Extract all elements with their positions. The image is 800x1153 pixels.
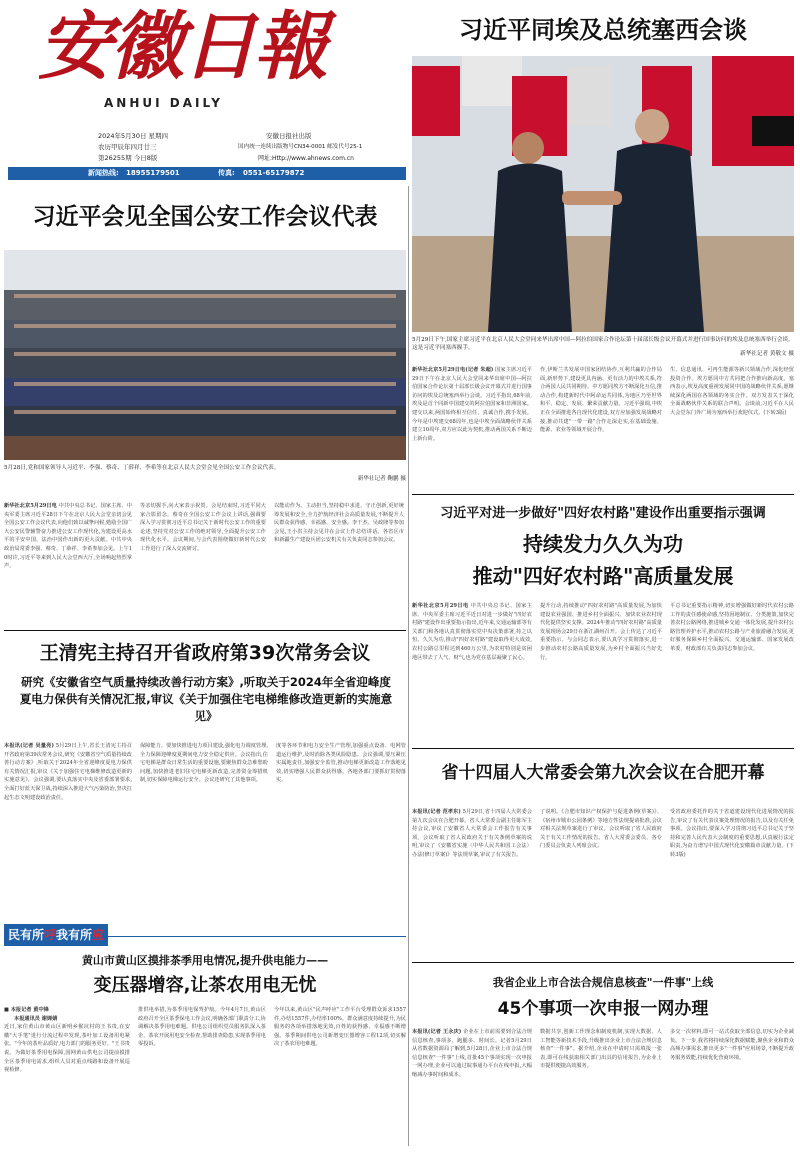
wang-column-2: 保障能力。要加快推进电力项目建设,强化电力调度管理,全力保障迎峰度夏期间电力安全稳定供应。会议指出,住宅电梯是群众日常生活的重要设施,要聚焦群众急难愁盼问题,加快推进老旧住宅电梯更新改造,完善资金筹措机制,切实保障电梯运行安全。会议还研究了其他事项。: [140, 743, 268, 784]
police-dateline: 新华社北京5月29日电: [4, 503, 57, 509]
egypt-photo-graphic: [412, 56, 794, 332]
police-credit: 新华社记者 鞠鹏 摄: [357, 476, 406, 482]
npc-column-2: 了说明。《合肥市知识产权保护与促进条例(草案)》、《宿州市城市公园条例》等地方性法规提请批准,会议对相关法规草案进行了审议。会议听取了省人民政府关于有关工作情况的报告。省人大常委会委员、各专门委员会负责人列席会议。: [540, 809, 662, 850]
npc-top-rule: [412, 748, 794, 749]
roads-headline-main-2: 推动"四好农村路"高质量发展: [472, 564, 734, 588]
section-label-c: 我有所: [56, 928, 93, 942]
egypt-photo: [412, 56, 794, 332]
huangshan-body-1: 近日,家住黄山市黄山区新明乡猴坑村的王书贵,在安徽"大手笔"进行分流过程中发现,茶叶加工设备用电紧张。"今年的茶叶品质好,电力部门的服务更好。"王书贵说。为做好茶季用电保障,国网黄山供电公司提前摸排全区茶季用电需求,组织人员对重点线路和设备开展巡视检修。: [4, 1024, 130, 1074]
hotline-label: 新闻热线:: [88, 169, 119, 177]
roads-story: [412, 492, 794, 742]
enterprise-column-2: 数据共享,创新工作理念和制度机制,实现大数据、人工智能等新技术手段,升级推出企业上市合法合规信息核查"一件事"。据介绍,企业在申请时只需填报一张表,即可在线获取相关部门出具的信用报告,为企业上市提供便捷高效服务。: [540, 1029, 662, 1070]
hotline-bar: [8, 167, 406, 180]
column-divider: [408, 186, 409, 1146]
roads-column-3: 平总书记重要指示精神,切实增强做好新时代农村公路工作的责任感使命感,坚持因地制宜、分类施策,加快完善农村公路网络,推进城乡交通一体化发展,提升农村公路管理养护水平,推动农村公路与产业旅游融合发展,更好服务保障乡村全面振兴。交通运输部、国家发展改革委、财政部有关负责同志参加会议。: [670, 603, 794, 652]
wang-column-1: [4, 742, 132, 918]
huangshan-column-3: 今年以来,黄山区"民声呼应"工作平台受理群众诉求1557件,办结1557件,办结率100%。群众满意度持续提升,为民服务的各项举措落地见效,百姓的获得感、幸福感不断增强。茶季期间供电公司新增变压器增容工程12项,切实解决了茶农用电难题。: [274, 1007, 406, 1048]
police-story: [4, 186, 406, 511]
egypt-dateline: 新华社北京5月29日电: [412, 367, 466, 373]
roads-column-1: [412, 602, 532, 738]
publication-codes: 国内统一连续出版物号CN34-0001 邮发代号25-1: [238, 144, 363, 150]
section-label-d: 应: [92, 928, 105, 942]
enterprise-column-1: [412, 1028, 532, 1148]
egypt-caption: 5月29日下午,国家主席习近平在北京人民大会堂同来华出席中国—阿拉伯国家合作论坛第十届部长级会议开幕式并进行国事访问的埃及总统塞西举行会谈。这是习近平同塞西握手。: [412, 337, 794, 351]
issue-date: 2024年5月30日 星期四: [98, 132, 169, 140]
wang-story: [4, 630, 406, 920]
section-banner-rule: [108, 936, 406, 937]
huangshan-headline-top: 黄山市黄山区摸排茶季用电情况,提升供电能力——: [81, 954, 329, 967]
egypt-body-1: 国家主席习近平29日下午在北京人民大会堂同来华出席中国—阿拉伯国家合作论坛第十届部长级会议开幕式并进行国事访问的埃及总统塞西举行会谈。习近平指出,68年前,埃及是首个同新中国建交的阿拉伯国家和非洲国家。建交以来,两国始终相互信任、真诚合作,携手发展。今年是中埃建交68周年,也是中埃全面战略伙伴关系建立10周年,双方应以此为契机,推动两国关系不断迈上新台阶。: [412, 367, 532, 442]
masthead-pinyin: ANHUI DAILY: [104, 96, 223, 110]
npc-dateline: 本报讯(记者 范孝东): [412, 809, 461, 815]
wang-body-1: 5月29日上午,省长王清宪主持召开省政府第39次常务会议,研究《安徽省空气质量持续改善行动方案》,听取关于2024年全省迎峰度夏电力保供有关情况汇报,审议《关于加强住宅电梯维修改造更新的实施意见》。会议强调,要认真落实中央及省委部署要求,全面打好蓝天保卫战,持续深入推进大气污染防治,坚决扛起生态文明建设政治责任。: [4, 743, 132, 801]
egypt-headline: 习近平同埃及总统塞西会谈: [459, 16, 747, 44]
enterprise-story: [412, 962, 794, 1150]
wang-dateline: 本报讯(记者 吴量亮): [4, 743, 54, 749]
section-label-a: 民有所: [8, 928, 45, 942]
roads-headline-top: 习近平对进一步做好"四好农村路"建设作出重要指示强调: [440, 506, 766, 521]
roads-body-1: 中共中央总书记、国家主席、中央军委主席习近平近日对进一步做好"四好农村路"建设作出重要指示指出,近年来,交通运输部等有关部门和各地认真贯彻落实党中央决策部署,持之以恒、久久为功,推动"四好农村路"建设取得更大成效,农村公路总里程达到460万公里,为农村特别是贫困地区带去了人气、财气,也为党在基层凝聚了民心。: [412, 603, 532, 661]
enterprise-body-1: 企业在上市前需要到合法合规信息核查,事项多、跑腿多、时间长。记者5月29日从省数据资源局了解到,5月28日,企业上市合法合规信息核查"一件事"上线,首批45个事项实现一次申报一网办理,企业可以通过皖事通办平台在线申报,大幅缩减办事时间和成本。: [412, 1029, 532, 1078]
wang-headline: 王清宪主持召开省政府第39次常务会议: [39, 642, 371, 664]
masthead-logo: 安徽日報: [38, 4, 326, 90]
huangshan-column-2: 排供电举措,为茶季用电保驾护航。今年4月7日,黄山区政府召开全区茶季保电工作会议,明确各部门职责分工,协调解决茶季用电难题。供电公司组织党员服务队深入茶企、茶农开展用电安全检查,帮助排查隐患,实现茶季用电零投诉。: [138, 1007, 266, 1048]
egypt-column-1: [412, 366, 532, 486]
wang-subhead: 研究《安徽省空气质量持续改善行动方案》,听取关于2024年全省迎峰度夏电力保供有关情况汇报,审议《关于加强住宅电梯维修改造更新的实施意见》: [19, 675, 393, 723]
police-photo: [4, 250, 406, 460]
police-column-1: [4, 502, 132, 622]
huangshan-headline-main: 变压器增容,让茶农用电无忧: [93, 975, 317, 996]
hotline-number: 18955179501: [126, 169, 180, 177]
wang-top-rule: [4, 630, 406, 631]
section-label-b: 呼: [44, 928, 57, 942]
wang-column-3: 度等各环节和电力安全生产管理,加强重点设备、电网管道运行维护,及时消除各类风险隐患。会议强调,要压紧压实属地责任,加强安全监管,推动电梯更新改造工作落地见效,切实增强人民群众获得感。各地各部门要抓好贯彻落实。: [276, 743, 406, 784]
police-caption: 5月28日,党和国家领导人习近平、李强、蔡奇、丁薛祥、李希等在北京人民大会堂会见全国公安工作会议代表。: [4, 465, 280, 471]
fax-label: 传真:: [218, 169, 235, 177]
egypt-credit: 新华社记者 黄敬文 摄: [712, 350, 794, 358]
masthead: [8, 4, 406, 182]
egypt-story: [412, 6, 794, 488]
enterprise-top-rule: [412, 962, 794, 963]
fax-number: 0551-65179872: [243, 169, 305, 177]
roads-dateline: 新华社北京5月29日电: [412, 603, 469, 609]
roads-headline-main-1: 持续发力久久为功: [523, 532, 683, 556]
roads-column-2: 提升行动,持续推动"四好农村路"高质量发展,为加快建设农业强国、推进乡村全面振兴、加快农业农村现代化提供坚实支撑。2024年推动"四好农村路"高质量发展现场会29日在浙江湖州召开。会上传达了习近平重要指示。与会同志表示,要认真学习贯彻落实,进一步推动农村公路高质量发展,为乡村全面振兴当好先行。: [540, 603, 662, 661]
issue-number: 第26255期 今日8版: [98, 154, 158, 162]
police-headline: 习近平会见全国公安工作会议代表: [32, 204, 378, 230]
npc-story: [412, 748, 794, 958]
npc-body-1: 5月29日,省十四届人大常委会第九次会议在合肥开幕。省人大常委会副主任陈军主持会议,审议了安徽省人大常委会工作报告有关事项。会议听取了省人民政府关于有关条例草案的说明,审议了《安徽省实施〈中华人民共和国工会法〉办法(修订草案)》等法规草案,审议了有关报告。: [412, 809, 532, 858]
police-photo-graphic: [4, 250, 406, 460]
egypt-column-2: 作,伊斯兰共发展中国家团结协作,互利共赢的合作局面,新形势下,建设更具内涵、更有活力的中埃关系,符合两国人民共同期待。中方愿同埃方不断深化互信,推动合作,构建新时代中阿命运共同体,为地区乃至世界和平、稳定、发展、繁荣贡献力量。习近平强调,中埃正在全面推进各自现代化建设,双方应加强发展战略对接,推动共建"一带一路"合作走深走实,在基础设施、能源、农业等领域开展合作。: [540, 367, 662, 434]
roads-top-rule: [412, 494, 794, 495]
police-column-2: 等亲切握手,向大家表示祝贺。会见结束时,习近平同大家合影留念。蔡奇在全国公安工作会议上讲话,强调要深入学习贯彻习近平总书记关于新时代公安工作的重要论述,坚持党对公安工作的绝对领导,全面提升公安工作现代化水平。会议期间,与会代表围绕做好新时代公安工作进行了深入交流研讨。: [140, 503, 266, 552]
huangshan-story: [4, 924, 406, 1150]
website[interactable]: 网址:Http://www.ahnews.com.cn: [258, 155, 354, 162]
enterprise-headline-main: 45个事项一次申报一网办理: [497, 999, 709, 1019]
lunar-date: 农历甲辰年四月廿三: [98, 143, 157, 151]
egypt-column-3: 生、信息通讯、可再生能源等新兴领域合作,深化经贸投资合作。埃方愿同中方共同把合作推向新高度。塞西表示,埃及高度重视发展同中国的战略伙伴关系,愿继续深化两国在各领域的务实合作。双方发表关于深化全面战略伙伴关系的联合声明。会谈前,习近平在人民大会堂东门外广场为塞西举行欢迎仪式。(下转3版): [670, 367, 794, 416]
huangshan-byline-1: ■ 本报记者 黄中锋: [4, 1007, 49, 1013]
egypt-dateline-reporter: (记者 朱超): [465, 367, 494, 373]
police-body-1: 中共中央总书记、国家主席、中央军委主席习近平28日下午在北京人民大会堂亲切会见全国公安工作会议代表,向他们致以诚挚问候,勉励全国广大公安民警辅警奋力推进公安工作现代化,为建设更高水平的平安中国、法治中国作出新的更大贡献。中共中央政治局常委李强、蔡奇、丁薛祥、李希参加会见。上午10时许,习近平等来到人民大会堂西大厅,全场响起热烈掌声。: [4, 503, 132, 570]
npc-headline: 省十四届人大常委会第九次会议在合肥开幕: [441, 763, 765, 783]
npc-column-1: [412, 808, 532, 956]
enterprise-dateline: 本报讯(记者 王永庆): [412, 1029, 462, 1035]
huangshan-column-1: [4, 1006, 130, 1148]
enterprise-headline-top: 我省企业上市合法合规信息核查"一件事"上线: [492, 976, 714, 989]
npc-column-3: 受省政府委托作的关于省道建设现代化进展情况的报告,审议了有关代表议案处理情况的报告,以及有关任免事项。会议指出,要深入学习贯彻习近平总书记关于坚持和完善人民代表大会制度的重要思想,认真履行法定职责,为奋力谱写中国式现代化安徽篇章贡献力量。(下转3版): [670, 809, 794, 858]
police-column-3: 以能动作为、主动担当,坚持稳中求进、守正创新,更好统筹发展和安全,全力护航经济社会高质量发展,不断提升人民群众获得感、幸福感、安全感。李干杰、吴政隆等参加会见,王小洪主持会见并在会议上作总结讲话。各省区市和新疆生产建设兵团公安机关有关负责同志参加会议。: [274, 503, 404, 544]
enterprise-column-3: 多交一次材料,即可一站式获取全部信息,切实为企业减负。下一步,我省将持续深化数据赋能,聚焦企业和群众高频办事需求,推出更多"一件事"应用场景,不断提升政务服务效能,持续优化营商环境。: [670, 1029, 794, 1061]
huangshan-byline-2: 本报通讯员 谢婵婧: [14, 1015, 58, 1022]
publisher: 安徽日报社出版: [266, 132, 312, 140]
section-banner: [4, 924, 108, 946]
